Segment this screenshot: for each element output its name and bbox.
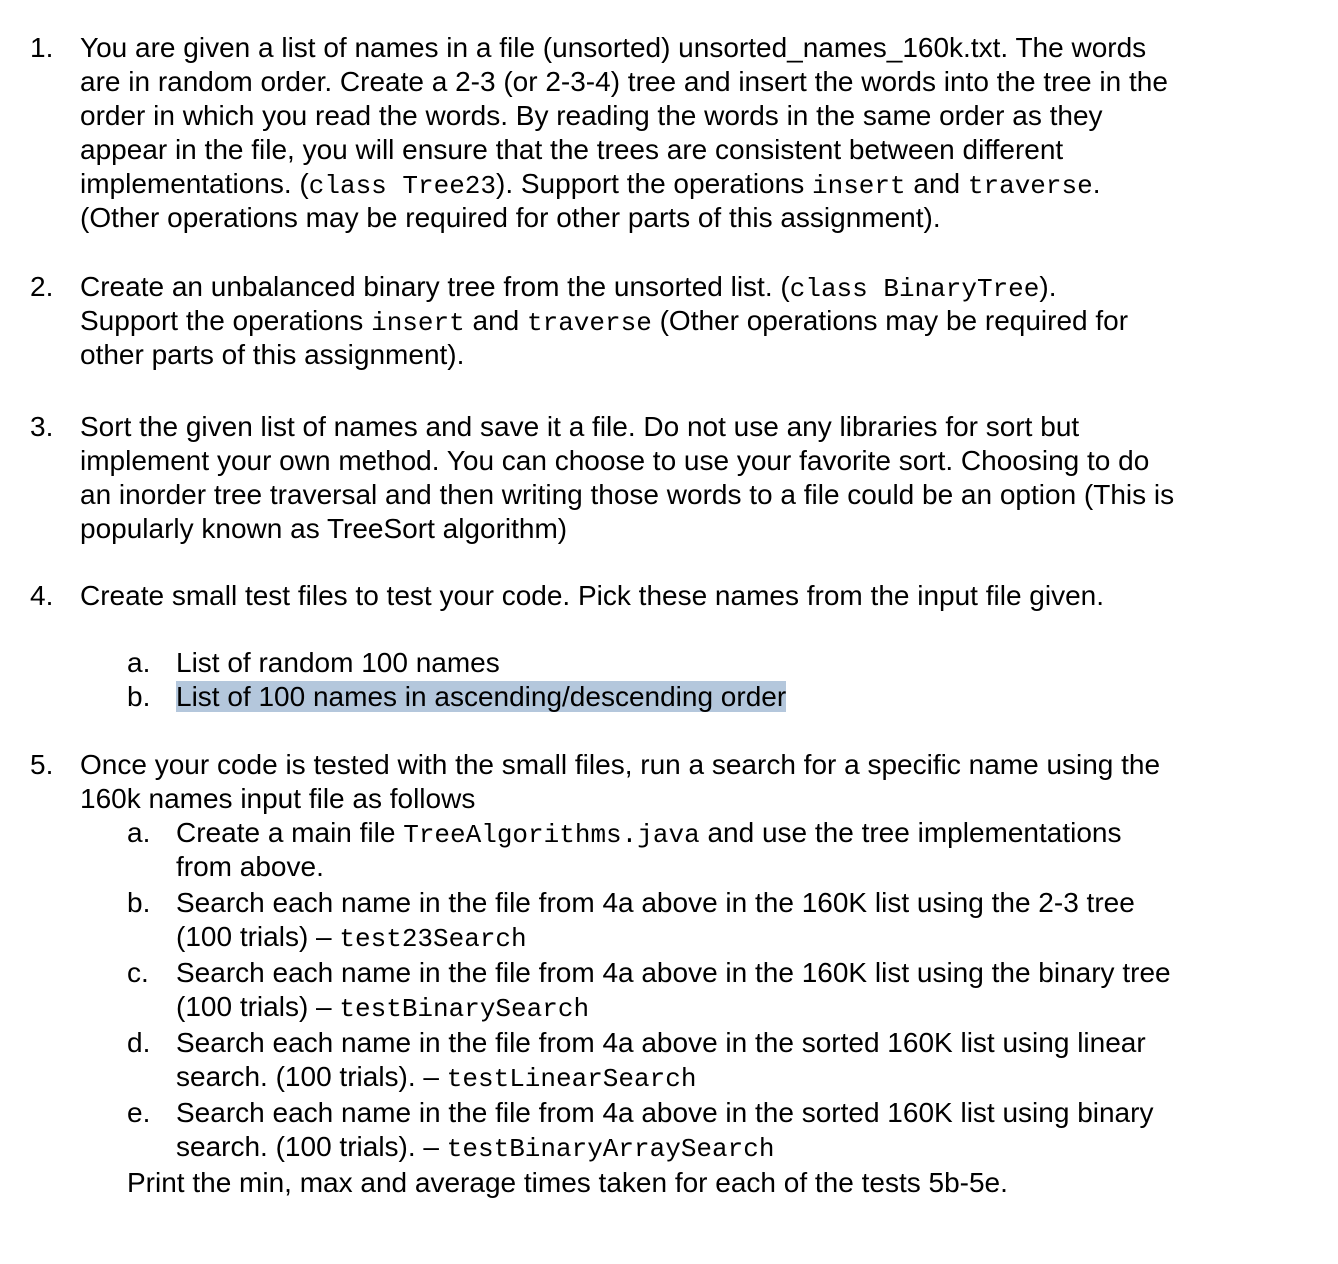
- text-line: [80, 338, 1330, 372]
- text-line: [80, 167, 1330, 201]
- text-line: [80, 748, 1330, 782]
- sub-item-text: [176, 1096, 1326, 1164]
- text-line: [176, 1026, 1326, 1060]
- sub-item-text: [176, 886, 1326, 954]
- text-line: [176, 920, 1326, 954]
- text-line: [80, 270, 1330, 304]
- text-line: [80, 478, 1330, 512]
- text-run: Once your code is tested with the small files, run a search for a specific name using the: [80, 749, 1161, 780]
- code-insert: insert: [371, 308, 465, 338]
- text-line: [176, 816, 1326, 850]
- sub-item-label: a.: [127, 647, 151, 678]
- sub-item-text: [176, 816, 1326, 884]
- item-text: [80, 410, 1330, 546]
- text-run: an inorder tree traversal and then writing those words to a file could be an option (This is: [80, 479, 1175, 510]
- sub-item-text: [176, 680, 1326, 714]
- text-run: implement your own method. You can choose to use your favorite sort. Choosing to do: [80, 445, 1150, 476]
- text-run: and: [464, 305, 527, 336]
- text-run: Support the operations: [80, 305, 372, 336]
- text-run: from above.: [176, 851, 324, 882]
- text-run: 160k names input file as follows: [80, 783, 476, 814]
- sub-item-label: a.: [127, 817, 151, 848]
- text-line: [80, 444, 1330, 478]
- text-run: Create an unbalanced binary tree from the unsorted list. (: [80, 271, 790, 302]
- sub-item-label: b.: [127, 887, 151, 918]
- text-run: and: [905, 168, 968, 199]
- text-run: You are given a list of names in a file (unsorted) unsorted_names_160k.txt. The words: [80, 32, 1147, 63]
- text-line: [176, 1096, 1326, 1130]
- text-line: [80, 99, 1330, 133]
- code-traverse: traverse: [967, 171, 1093, 201]
- item-number: 5.: [30, 749, 54, 780]
- text-line: [176, 886, 1326, 920]
- text-run: Create a main file: [176, 817, 404, 848]
- text-line: [176, 990, 1326, 1024]
- text-run: (100 trials) –: [176, 991, 340, 1022]
- text-run: ).: [1039, 271, 1057, 302]
- text-run: search. (100 trials). –: [176, 1061, 447, 1092]
- text-run: .: [1092, 168, 1101, 199]
- code-traverse: traverse: [527, 308, 652, 338]
- text-run: search. (100 trials). –: [176, 1131, 447, 1162]
- code-class-binarytree: class BinaryTree: [789, 274, 1040, 304]
- code-test23search: test23Search: [339, 924, 527, 954]
- selected-text-highlight[interactable]: List of 100 names in ascending/descending order: [176, 681, 787, 712]
- text-run: Search each name in the file from 4a above in the 160K list using the 2-3 tree: [176, 887, 1135, 918]
- code-class-tree23: class Tree23: [308, 171, 496, 201]
- text-run: Search each name in the file from 4a above in the sorted 160K list using binary: [176, 1097, 1154, 1128]
- text-line: [80, 65, 1330, 99]
- text-run: and use the tree implementations: [699, 817, 1122, 848]
- text-line: [176, 956, 1326, 990]
- item-text: [80, 270, 1330, 372]
- item-number: 1.: [30, 32, 54, 63]
- text-line: [80, 31, 1330, 65]
- text-line: [176, 680, 1326, 714]
- text-run: Sort the given list of names and save it a file. Do not use any libraries for sort but: [80, 411, 1080, 442]
- text-run: are in random order. Create a 2-3 (or 2-3-4) tree and insert the words into the tree in the: [80, 66, 1168, 97]
- text-run: Search each name in the file from 4a above in the 160K list using the binary tree: [176, 957, 1171, 988]
- sub-item-text: [176, 646, 1326, 680]
- text-run: appear in the file, you will ensure that the trees are consistent between different: [80, 134, 1064, 165]
- text-line: [176, 1060, 1326, 1094]
- item-number: 4.: [30, 580, 54, 611]
- sub-item-label: b.: [127, 681, 151, 712]
- code-testbinarysearch: testBinarySearch: [339, 994, 590, 1024]
- text-run: (Other operations may be required for: [651, 305, 1129, 336]
- item-text: [80, 579, 1330, 613]
- text-run: order in which you read the words. By reading the words in the same order as they: [80, 100, 1103, 131]
- text-line: [176, 646, 1326, 680]
- text-line: [176, 1130, 1326, 1164]
- sub-item-label: e.: [127, 1097, 151, 1128]
- item-text: [80, 31, 1330, 235]
- code-insert: insert: [811, 171, 906, 201]
- code-testbinaryarraysearch: testBinaryArraySearch: [446, 1134, 775, 1164]
- text-run: implementations. (: [80, 168, 309, 199]
- text-line: [80, 201, 1330, 235]
- text-line: [80, 133, 1330, 167]
- sub-item-text: [176, 1026, 1326, 1094]
- text-run: List of random 100 names: [176, 647, 500, 678]
- item-number: 3.: [30, 411, 54, 442]
- text-run: Create small test files to test your code. Pick these names from the input file given.: [80, 580, 1105, 611]
- text-run: (Other operations may be required for other parts of this assignment).: [80, 202, 941, 233]
- text-run: Search each name in the file from 4a above in the sorted 160K list using linear: [176, 1027, 1146, 1058]
- text-line: [80, 579, 1330, 613]
- sub-item-label: c.: [127, 957, 149, 988]
- text-line: [80, 410, 1330, 444]
- text-line: [80, 512, 1330, 546]
- item-number: 2.: [30, 271, 54, 302]
- text-run: popularly known as TreeSort algorithm): [80, 513, 568, 544]
- closing-instruction: Print the min, max and average times taken for each of the tests 5b-5e.: [127, 1167, 1008, 1198]
- text-line: [80, 782, 1330, 816]
- item-text: [80, 748, 1330, 816]
- code-treealgorithms-java: TreeAlgorithms.java: [403, 820, 700, 850]
- sub-item-text: [176, 956, 1326, 1024]
- code-testlinearsearch: testLinearSearch: [446, 1064, 697, 1094]
- text-line: [80, 304, 1330, 338]
- text-run: ). Support the operations: [496, 168, 812, 199]
- text-line: [176, 850, 1326, 884]
- text-run: (100 trials) –: [176, 921, 340, 952]
- sub-item-label: d.: [127, 1027, 151, 1058]
- text-run: other parts of this assignment).: [80, 339, 465, 370]
